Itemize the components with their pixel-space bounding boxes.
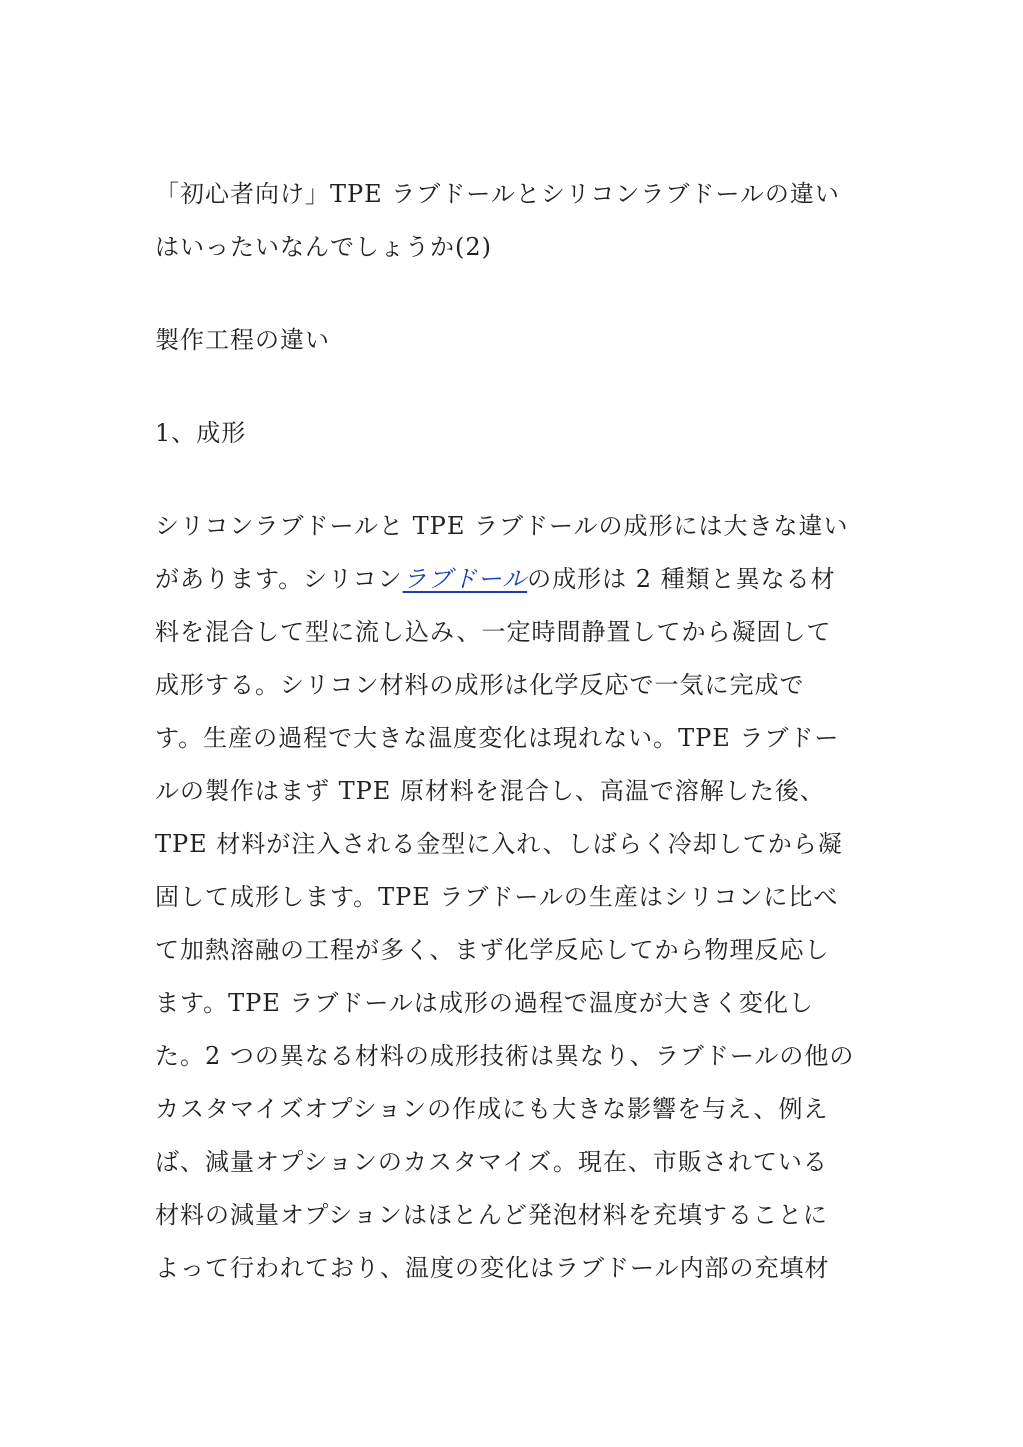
body-line: カスタマイズオプションの作成にも大きな影響を与え、例え — [155, 1095, 829, 1123]
body-line-2-start: があります。シリコン — [155, 565, 403, 593]
love-doll-link[interactable]: ラブドール — [402, 565, 528, 593]
title-line-1: 「初心者向け」TPE ラブドールとシリコンラブドールの違い — [155, 180, 840, 208]
body-line: TPE 材料が注入される金型に入れ、しばらく冷却してから凝 — [155, 830, 843, 858]
body-line-2-end: の成形は 2 種類と異なる材 — [527, 565, 836, 593]
body-line-2 — [155, 553, 870, 606]
body-line: ば、減量オプションのカスタマイズ。現在、市販されている — [155, 1148, 828, 1176]
body-line: 材料の減量オプションはほとんど発泡材料を充填することに — [155, 1201, 828, 1229]
body-line: 固して成形します。TPE ラブドールの生産はシリコンに比べ — [155, 883, 839, 911]
section-heading: 製作工程の違い — [155, 326, 330, 354]
subsection-heading: 1、成形 — [155, 419, 247, 447]
body-line: 成形する。シリコン材料の成形は化学反応で一気に完成で — [155, 671, 805, 699]
body-line-1: シリコンラブドールと TPE ラブドールの成形には大きな違い — [155, 512, 849, 540]
body-line: ます。TPE ラブドールは成形の過程で温度が大きく変化し — [155, 989, 814, 1017]
body-line: て加熱溶融の工程が多く、まず化学反応してから物理反応し — [155, 936, 830, 964]
body-line: ルの製作はまず TPE 原材料を混合し、高温で溶解した後、 — [155, 777, 825, 805]
title-line-2: はいったいなんでしょうか(2) — [155, 233, 492, 261]
document-content — [155, 168, 870, 1295]
body-line: 料を混合して型に流し込み、一定時間静置してから凝固して — [155, 618, 832, 646]
body-line: た。2 つの異なる材料の成形技術は異なり、ラブドールの他の — [155, 1042, 855, 1070]
body-line: す。生産の過程で大きな温度変化は現れない。TPE ラブドー — [155, 724, 840, 752]
body-line: よって行われており、温度の変化はラブドール内部の充填材 — [155, 1254, 830, 1282]
